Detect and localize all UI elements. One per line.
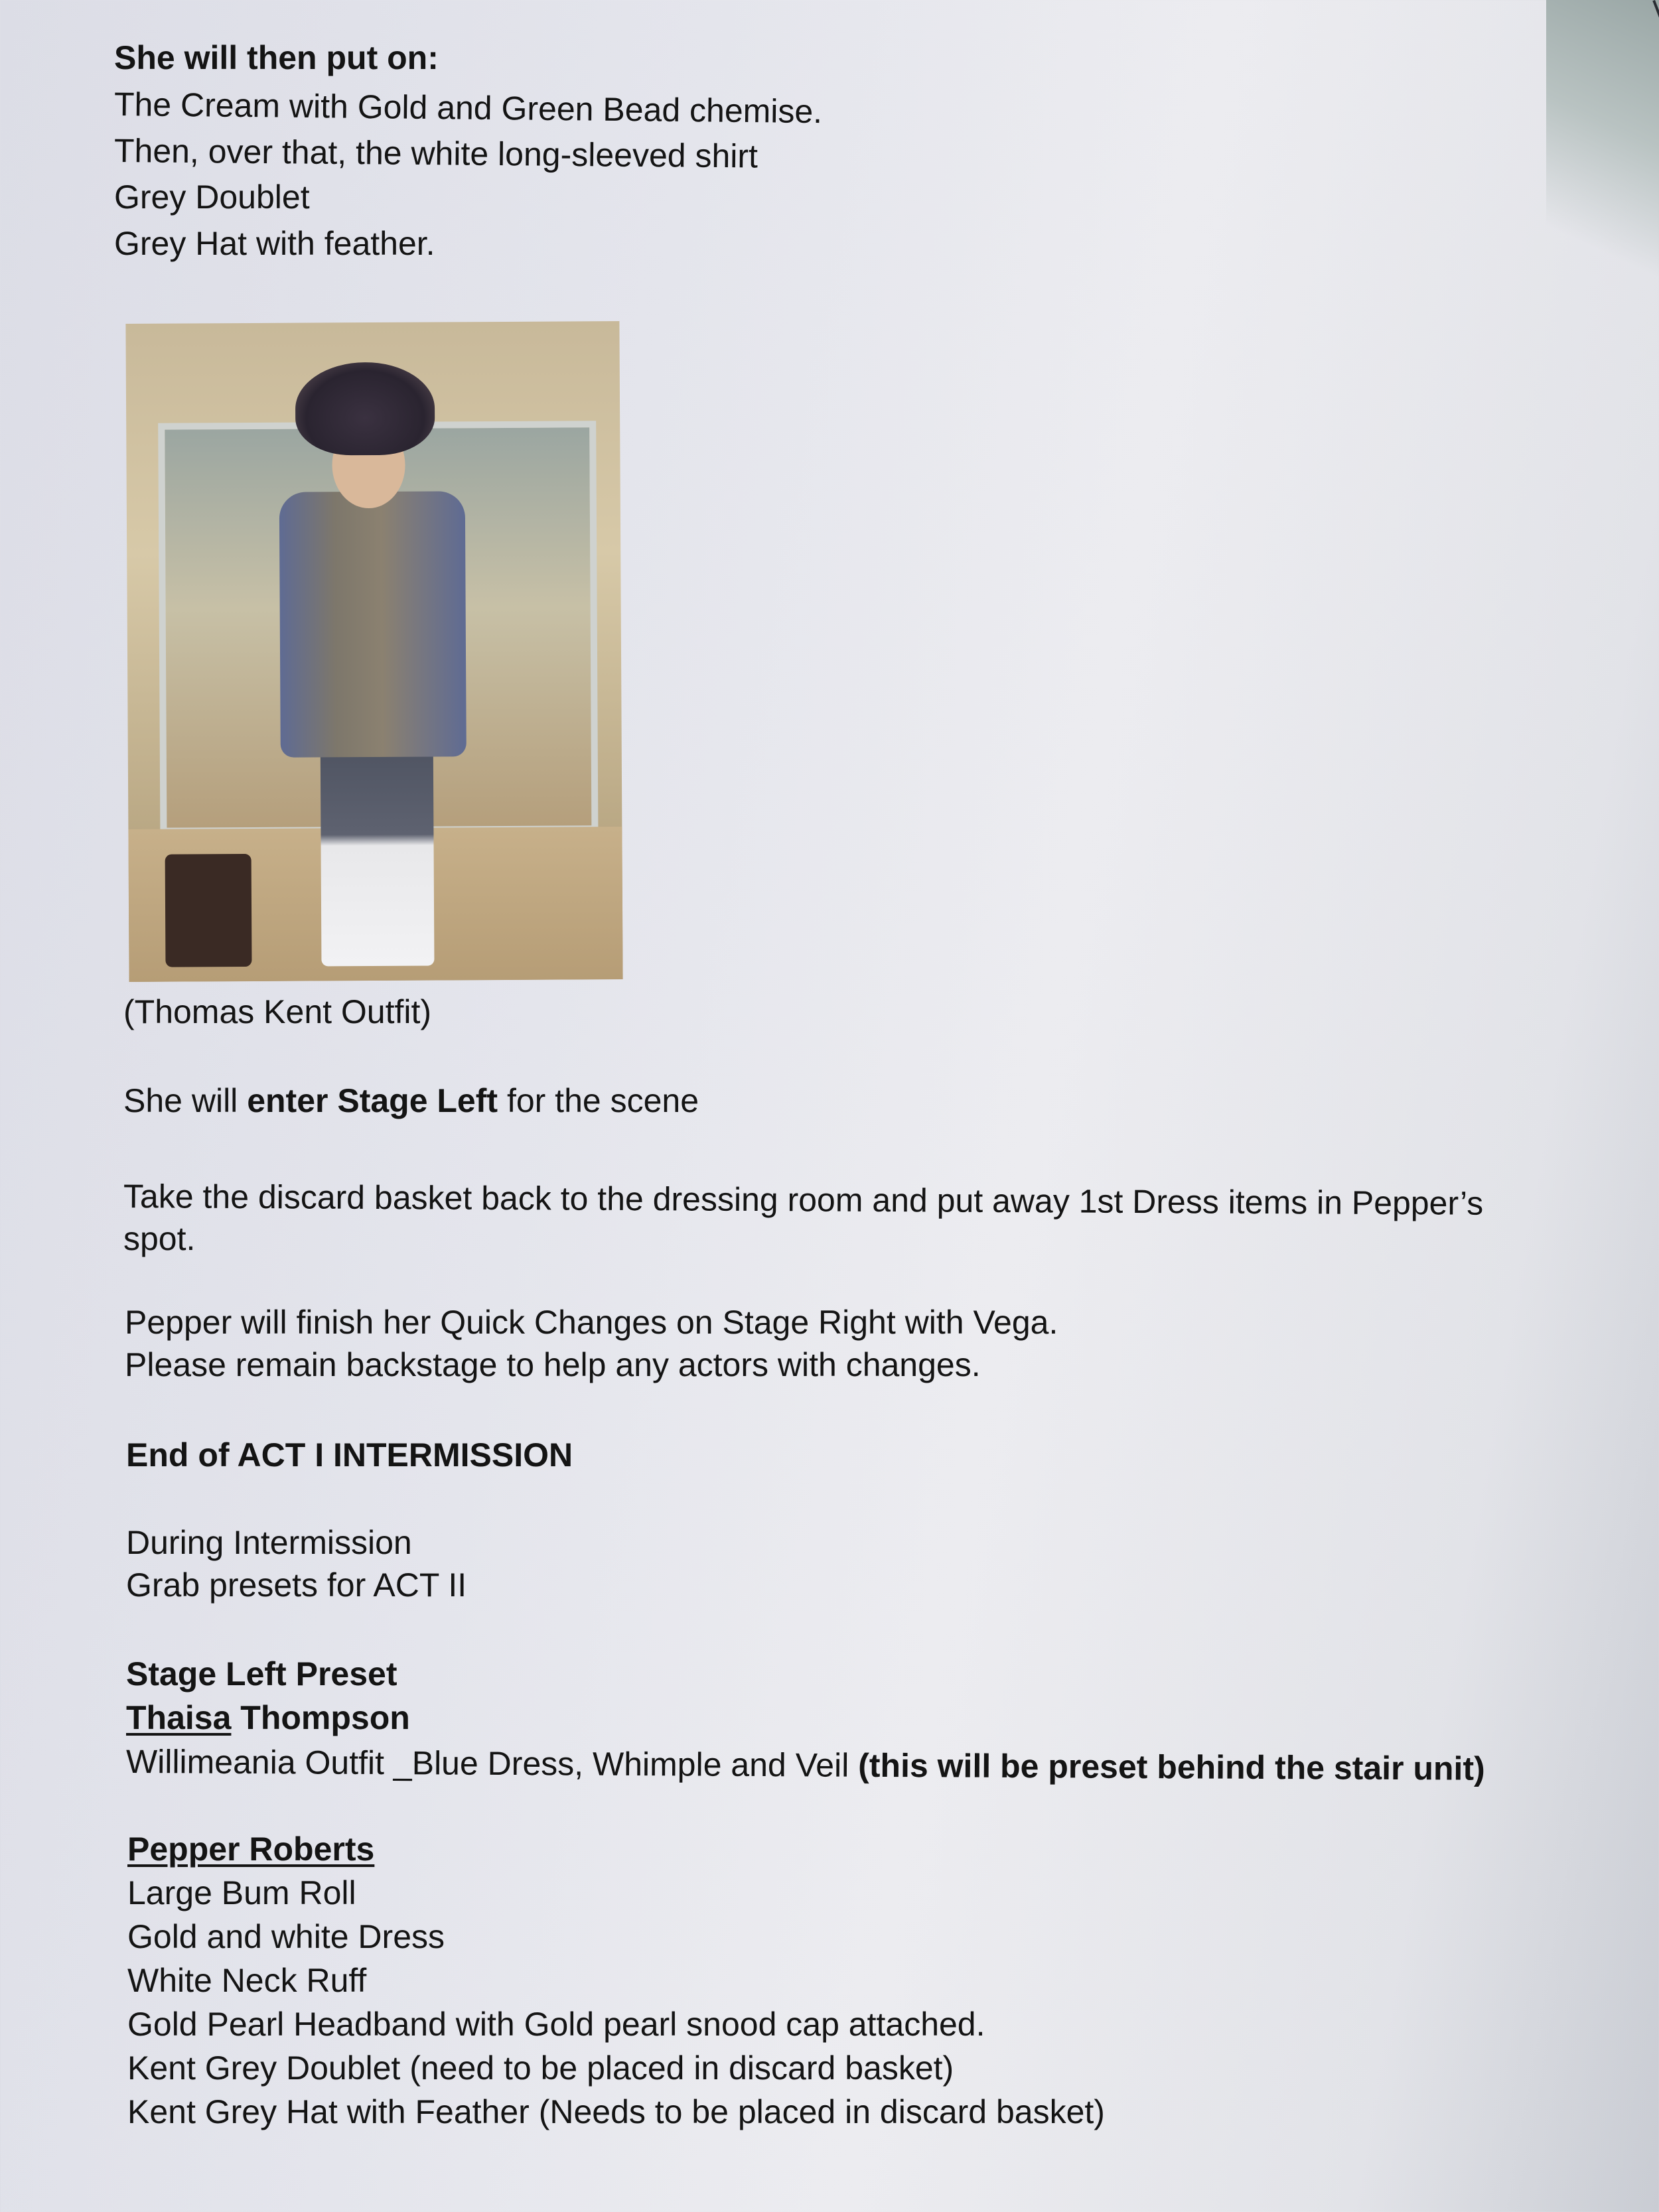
thaisa-item-text: Willimeania Outfit _Blue Dress, Whimple and Veil — [125, 1743, 859, 1784]
intro-heading: She will then put on: — [114, 39, 439, 76]
preset-heading: Stage Left Preset — [126, 1655, 397, 1693]
pepper-name: Pepper Roberts — [127, 1831, 375, 1868]
photo-caption: (Thomas Kent Outfit) — [123, 993, 432, 1030]
discard-line: spot. — [123, 1220, 196, 1257]
pepper-item: White Neck Ruff — [127, 1962, 367, 1999]
pepper-item: Large Bum Roll — [127, 1874, 356, 1911]
intro-item: Grey Doublet — [114, 178, 310, 216]
thaisa-name — [126, 1697, 410, 1738]
pepper-item: Kent Grey Hat with Feather (Needs to be placed in discard basket) — [127, 2093, 1105, 2130]
bleed-through-text — [1175, 242, 1573, 269]
person-doublet — [279, 491, 467, 757]
pepper-item: Gold and white Dress — [127, 1918, 445, 1955]
pepper-item: Kent Grey Doublet (need to be placed in discard basket) — [127, 2049, 954, 2087]
thaisa-item-note: (this will be preset behind the stair unit) — [858, 1746, 1485, 1787]
costume-photo — [125, 321, 622, 982]
enter-prefix: She will — [123, 1082, 248, 1119]
intermission-line: During Intermission — [126, 1524, 412, 1561]
feathered-hat — [295, 362, 435, 456]
thaisa-item — [126, 1741, 1485, 1789]
boots — [165, 854, 252, 967]
intro-item: Grey Hat with feather. — [114, 225, 435, 262]
intermission-line: Grab presets for ACT II — [126, 1566, 467, 1604]
intro-item: The Cream with Gold and Green Bead chemise. — [113, 86, 823, 131]
thaisa-last-name: Thompson — [231, 1699, 410, 1736]
pepper-note-line: Pepper will finish her Quick Changes on Stage Right with Vega. — [125, 1304, 1058, 1341]
pepper-note-line: Please remain backstage to help any actors with changes. — [125, 1346, 981, 1383]
pepper-item: Gold Pearl Headband with Gold pearl snood cap attached. — [127, 2006, 985, 2043]
enter-suffix: for the scene — [498, 1082, 699, 1119]
thaisa-first-name: Thaisa — [126, 1699, 232, 1736]
enter-bold: enter Stage Left — [247, 1082, 498, 1119]
page-corner-shadow — [1546, 0, 1659, 318]
enter-instruction — [123, 1080, 699, 1121]
act-end-heading: End of ACT I INTERMISSION — [126, 1436, 573, 1474]
discard-line: Take the discard basket back to the dressing room and put away 1st Dress items in Pepper’s — [123, 1178, 1484, 1222]
person-legs — [321, 747, 435, 967]
intro-item: Then, over that, the white long-sleeved shirt — [113, 132, 758, 175]
